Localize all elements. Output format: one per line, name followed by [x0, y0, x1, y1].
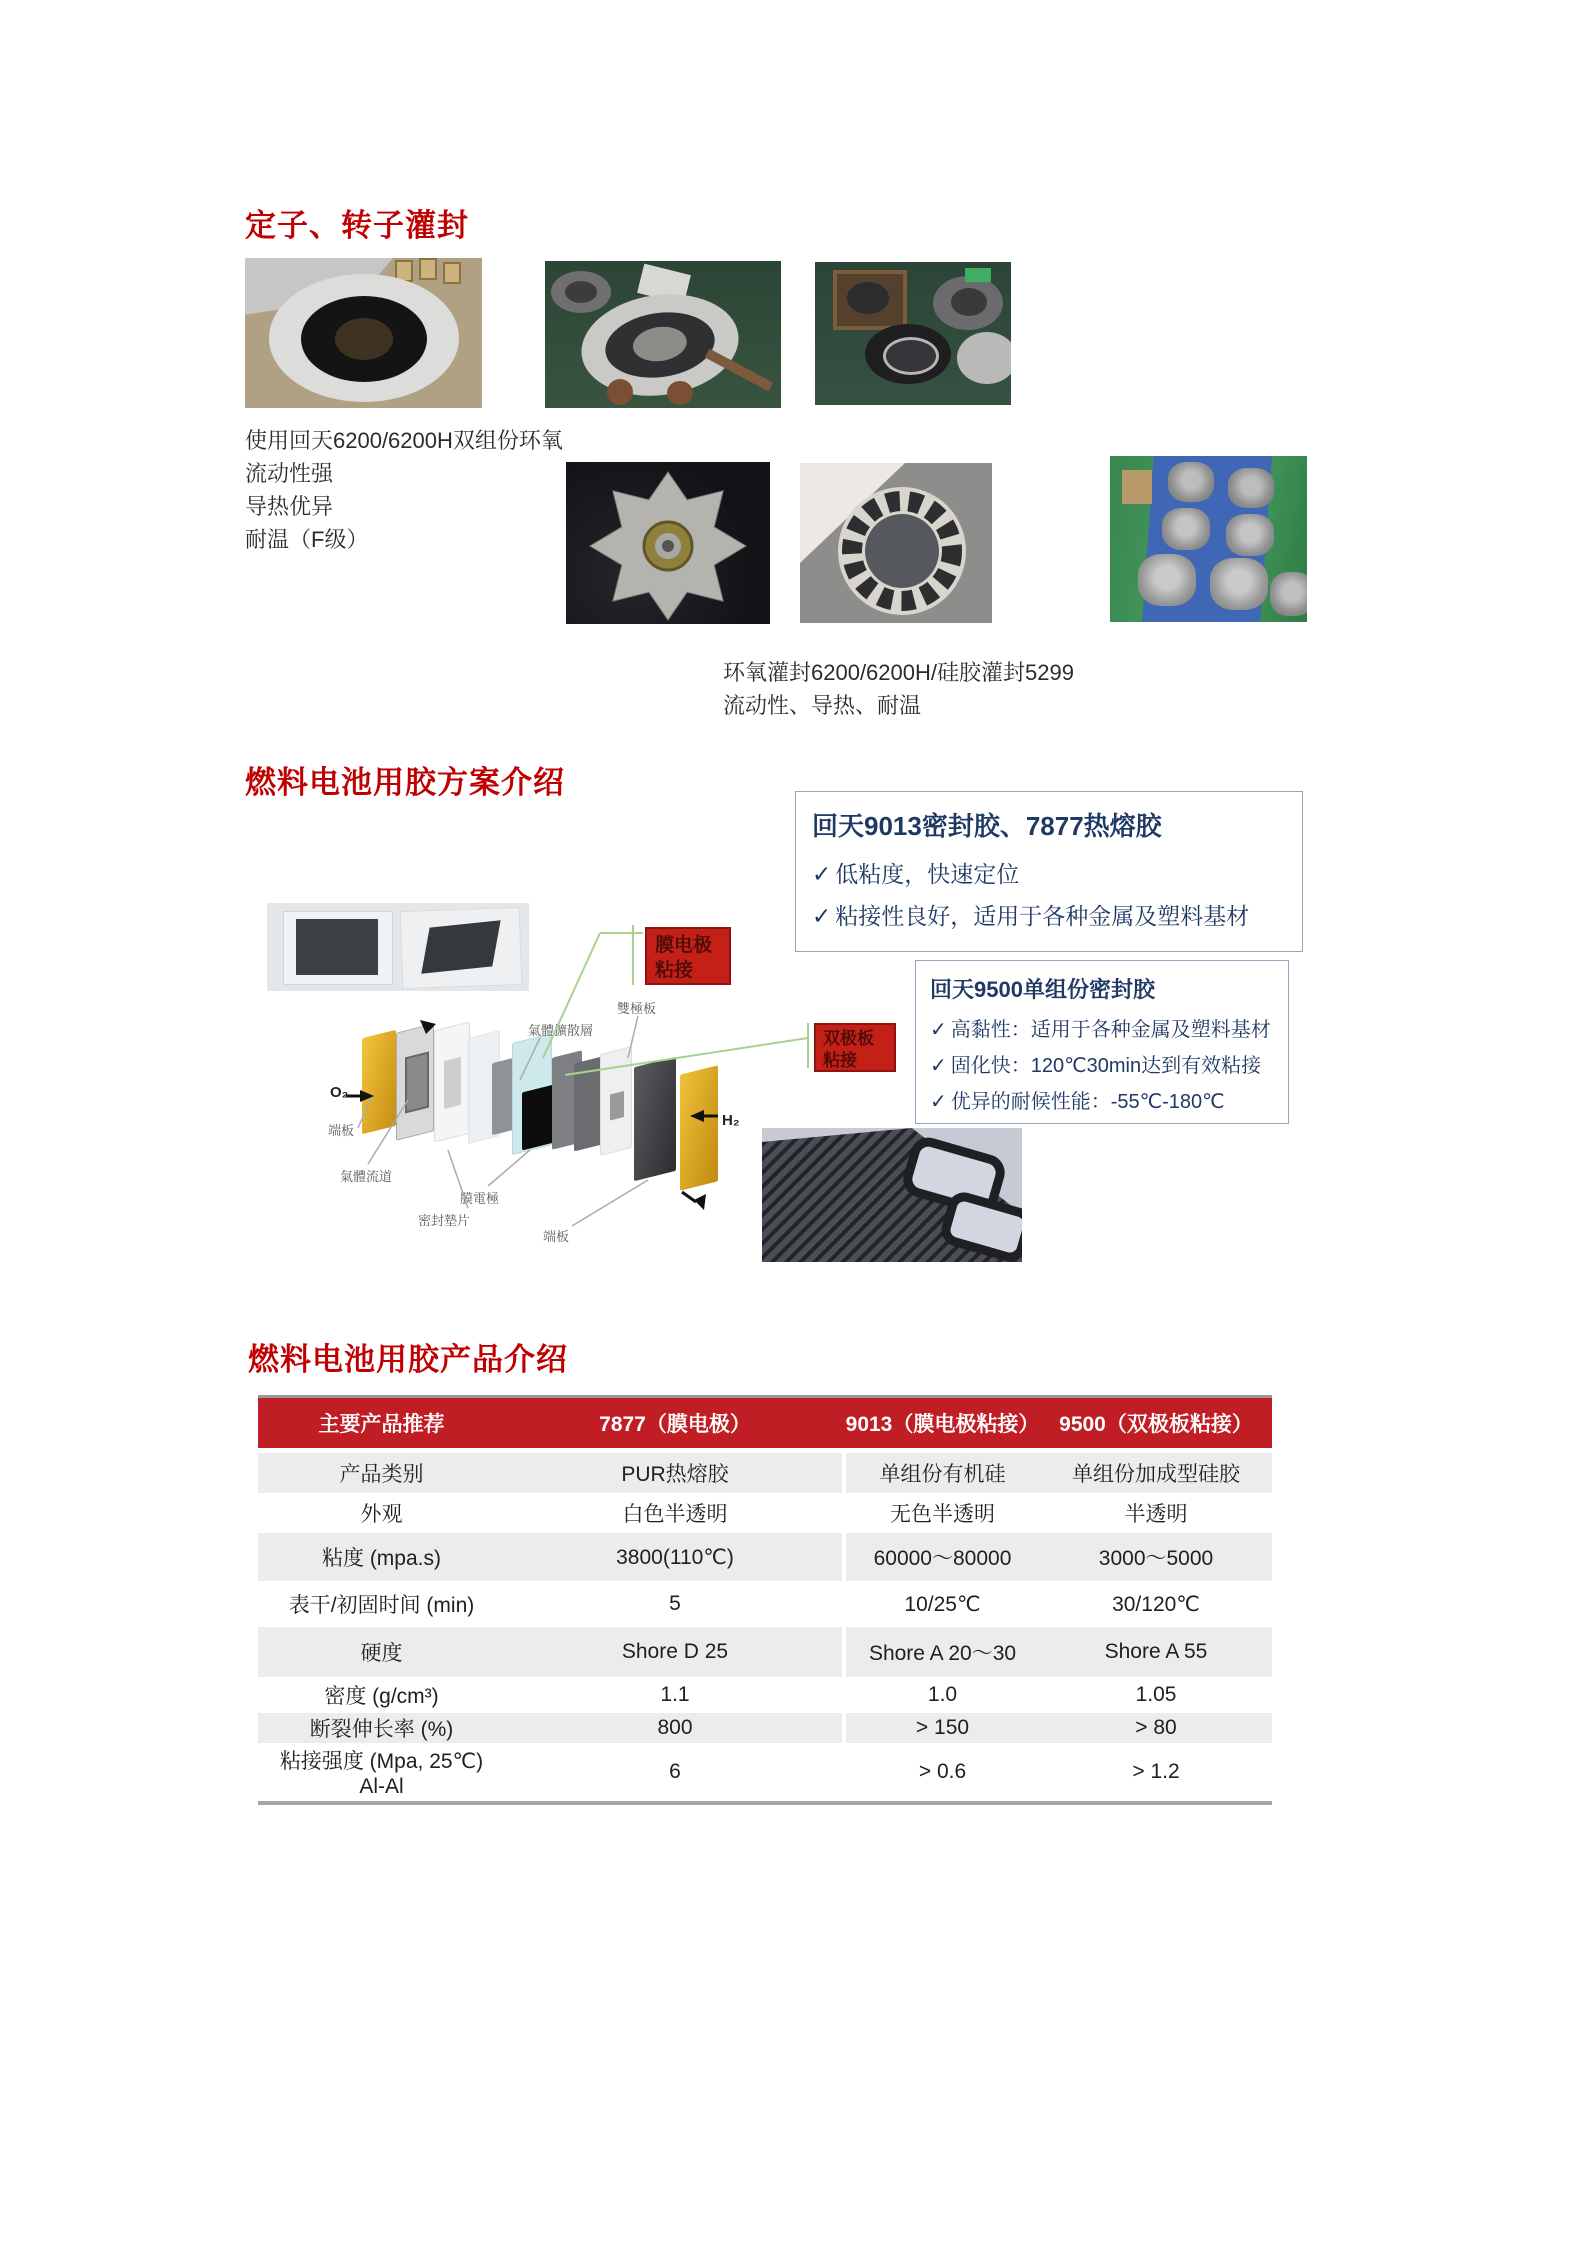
- row-label: [258, 1745, 505, 1799]
- cell: > 150: [915, 1716, 970, 1739]
- diagram-label-o2: O₂: [330, 1084, 349, 1101]
- infobox-item-text: 固化快：120℃30min达到有效粘接: [950, 1055, 1262, 1077]
- leg-shape: [607, 379, 633, 405]
- row-label: 密度 (g/cm³): [324, 1685, 439, 1708]
- table-row: [258, 1743, 1272, 1801]
- caption-line: 环氧灌封6200/6200H/硅胶灌封5299: [723, 660, 1074, 685]
- cell: 1.0: [927, 1683, 958, 1706]
- photo-bipolar-plate: [762, 1128, 1022, 1262]
- cylinder-shape: [847, 282, 889, 314]
- section-title-products: 燃料电池用胶产品介绍: [248, 1342, 568, 1377]
- infobox-title: 回天9013密封胶、7877热熔胶: [812, 811, 1162, 841]
- cell: 3000～5000: [1098, 1547, 1214, 1570]
- check-icon: ✓: [930, 1019, 947, 1041]
- photo-stator-core-carpet: [800, 463, 992, 623]
- shaft-tip-shape: [662, 540, 674, 552]
- row-label: 硬度: [360, 1642, 403, 1665]
- flange-ring-shape: [269, 274, 459, 402]
- section-title-solution: 燃料电池用胶方案介绍: [245, 765, 565, 800]
- tag-line: 双极板: [823, 1029, 874, 1048]
- cell: 半透明: [1124, 1503, 1188, 1526]
- cell: 3800(110℃): [616, 1545, 734, 1569]
- caption-line: 流动性、导热、耐温: [723, 693, 922, 718]
- desc-line: 流动性强: [245, 461, 334, 486]
- row-label-line2: Al-Al: [359, 1775, 404, 1798]
- tag-line: 粘接: [655, 960, 694, 981]
- photo-rotor-star: [566, 462, 770, 624]
- check-icon: ✓: [930, 1091, 947, 1113]
- cell: > 1.2: [1132, 1760, 1180, 1783]
- cell: 10/25℃: [904, 1592, 981, 1616]
- table-column-divider: [842, 1450, 846, 1796]
- cell: > 0.6: [918, 1760, 967, 1783]
- cell: 60000～80000: [873, 1547, 1012, 1570]
- cell: Shore D 25: [621, 1640, 729, 1663]
- column-header: 主要产品推荐: [318, 1413, 445, 1436]
- connector-shape: [443, 262, 461, 284]
- table-row: [258, 1533, 1272, 1581]
- cell: 1.1: [660, 1683, 690, 1706]
- table-bottom-border: [258, 1801, 1272, 1805]
- part-shape: [951, 288, 987, 316]
- housing-shape: [1228, 468, 1274, 508]
- crate-shape: [1122, 470, 1152, 504]
- check-icon: ✓: [930, 1055, 947, 1077]
- photo-motor-parts-bench-1: [545, 261, 781, 408]
- rotor-hub-shape: [883, 337, 939, 375]
- row-label: 表干/初固时间 (min): [288, 1594, 475, 1617]
- connector-shape: [419, 258, 437, 280]
- leg-shape: [667, 381, 693, 405]
- column-header: 9013（膜电极粘接）: [845, 1413, 1040, 1436]
- table-header-row: [258, 1395, 1272, 1448]
- photo-stator-white-flange: [245, 258, 482, 408]
- cell: PUR热熔胶: [621, 1463, 729, 1486]
- diagram-label-gasket: 密封墊片: [418, 1213, 471, 1228]
- check-icon: ✓: [812, 861, 832, 887]
- cell: 白色半透明: [622, 1503, 728, 1526]
- core-bore-shape: [865, 514, 939, 588]
- green-tag-shape: [965, 268, 991, 282]
- diagram-label-flow-channel: 氣體流道: [340, 1169, 393, 1184]
- row-label: 粘度 (mpa.s): [321, 1547, 441, 1570]
- flange-shape: [957, 332, 1011, 384]
- stator-description: [245, 424, 563, 556]
- cell: 单组份有机硅: [879, 1463, 1006, 1486]
- desc-line: 使用回天6200/6200H双组份环氧: [245, 428, 563, 453]
- desc-line: 耐温（F级）: [245, 527, 369, 552]
- rotor-disc-shape: [865, 324, 951, 384]
- diagram-label-bipolar: 雙極板: [617, 1001, 657, 1016]
- infobox-item-text: 低粘度，快速定位: [835, 861, 1020, 887]
- product-table: [258, 1395, 1272, 1805]
- cell: Shore A 55: [1104, 1640, 1208, 1663]
- diagram-label-endplate-left: 端板: [328, 1123, 355, 1138]
- housing-shape: [1138, 554, 1196, 606]
- flow-direction-arrows: [346, 1020, 718, 1210]
- tag-line: 粘接: [823, 1051, 857, 1070]
- stator-bore-shape: [335, 318, 393, 360]
- column-header: 7877（膜电极）: [599, 1413, 751, 1436]
- tag-line: 膜电极: [655, 935, 713, 956]
- check-icon: ✓: [812, 903, 832, 929]
- infobox-item-text: 优异的耐候性能：-55℃-180℃: [950, 1091, 1225, 1113]
- section-title-stator: 定子、转子灌封: [245, 208, 469, 243]
- column-header: 9500（双极板粘接）: [1059, 1413, 1253, 1436]
- bipolar-plate-graphic: [762, 1128, 1022, 1262]
- rotor-star-graphic: [566, 462, 770, 624]
- housing-shape: [1270, 572, 1307, 616]
- infobox-title: 回天9500单组份密封胶: [930, 977, 1155, 1002]
- row-label: 产品类别: [339, 1463, 424, 1486]
- table-row: [258, 1713, 1272, 1743]
- photo-motor-parts-bench-2: [815, 262, 1011, 405]
- cell: 5: [669, 1592, 681, 1615]
- cell: Shore A 20～30: [868, 1642, 1017, 1665]
- table-row: [258, 1453, 1272, 1493]
- diagram-label-gdl: 氣體擴散層: [528, 1023, 594, 1038]
- table-row: [258, 1493, 1272, 1533]
- photo-housings-floor: [1110, 456, 1307, 622]
- crate-shape: [833, 270, 907, 330]
- potting-caption: [723, 656, 1074, 722]
- housing-shape: [1210, 558, 1268, 610]
- cell: 800: [657, 1716, 693, 1739]
- cell: 30/120℃: [1112, 1592, 1200, 1616]
- table-row: [258, 1627, 1272, 1677]
- diagram-label-endplate-right: 端板: [543, 1229, 570, 1244]
- cell: 1.05: [1135, 1683, 1177, 1706]
- desc-line: 导热优异: [245, 494, 334, 519]
- infobox-item-text: 高黏性：适用于各种金属及塑料基材: [950, 1019, 1271, 1041]
- green-connector-lines: [543, 925, 808, 1075]
- row-label: 外观: [360, 1503, 403, 1526]
- housing-shape: [1226, 514, 1274, 556]
- label-pointer-lines: [358, 1016, 648, 1226]
- cell: 无色半透明: [890, 1503, 995, 1526]
- housing-shape: [1168, 462, 1214, 502]
- cell: 6: [669, 1760, 681, 1783]
- table-row: [258, 1677, 1272, 1713]
- infobox-item-text: 粘接性良好，适用于各种金属及塑料基材: [835, 903, 1250, 929]
- stator-core-graphic: [800, 463, 992, 623]
- row-label-line1: 粘接强度 (Mpa, 25℃): [279, 1750, 484, 1773]
- cell: 单组份加成型硅胶: [1072, 1463, 1240, 1486]
- diagram-label-mea: 膜電極: [460, 1191, 500, 1206]
- table-row: [258, 1581, 1272, 1627]
- housing-shape: [1162, 508, 1210, 550]
- cell: > 80: [1135, 1716, 1177, 1739]
- diagram-label-h2: H₂: [722, 1112, 740, 1129]
- part-shape: [565, 281, 597, 303]
- row-label: 断裂伸长率 (%): [309, 1718, 454, 1741]
